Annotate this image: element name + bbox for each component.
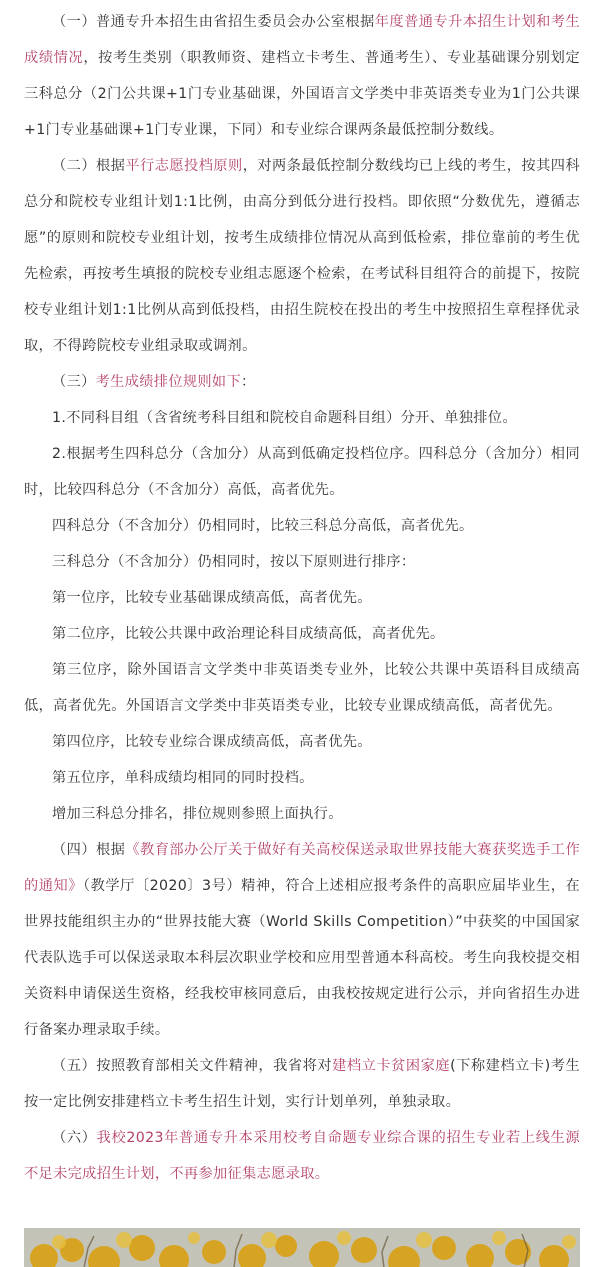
text-segment: 三科总分（不含加分）仍相同时，按以下原则进行排序：: [52, 554, 416, 570]
text-segment: 第一位序，比较专业基础课成绩高低，高者优先。: [52, 590, 372, 606]
text-segment: （二）根据: [52, 158, 126, 174]
paragraph-3: [24, 364, 580, 400]
paragraph-6: [24, 508, 580, 544]
text-segment: （教学厅〔2020〕3号）精神，符合上述相应报考条件的高职应届毕业生，在世界技能组织主办的“世界技能大赛（World Skills Competition）”中获奖的中国国家代表队选手可以保送录取本科层次职业学校和应用型普通本科高校。考生向我校提交相关资料申请保送生资格，经我校审核同意后，由我校按规定进行公示，并向省招生办进行备案办理录取手续。: [24, 878, 581, 1038]
text-segment: 增加三科总分排名，排位规则参照上面执行。: [52, 806, 343, 822]
paragraph-10: [24, 652, 580, 724]
highlight-text: 平行志愿投档原则: [125, 158, 243, 174]
paragraph-2: [24, 148, 580, 364]
highlight-text: 我校2023年普通专升本采用校考自命题专业综合课的招生专业若上线生源不足未完成招生计划，不再参加征集志愿录取。: [24, 1130, 580, 1182]
autumn-tree-image: [24, 1228, 580, 1267]
paragraph-9: [24, 616, 580, 652]
text-segment: 2.根据考生四科总分（含加分）从高到低确定投档位序。四科总分（含加分）相同时，比较四科总分（不含加分）高低，高者优先。: [24, 446, 580, 498]
text-segment: ，按考生类别（职教师资、建档立卡考生、普通考生）、专业基础课分别划定三科总分（2门公共课+1门专业基础课，外国语言文学类中非英语类专业为1门公共课+1门专业基础课+1门专业课，下同）和专业综合课两条最低控制分数线。: [24, 50, 580, 138]
text-segment: ，对两条最低控制分数线均已上线的考生，按其四科总分和院校专业组计划1:1比例，由高分到低分进行投档。即依照“分数优先，遵循志愿”的原则和院校专业组计划，按考生成绩排位情况从高到低检索，排位靠前的考生优先检索，再按考生填报的院校专业组志愿逐个检索，在考试科目组符合的前提下，按院校专业组计划1:1比例从高到低投档，由招生院校在投出的考生中按照招生章程择优录取，不得跨院校专业组录取或调剂。: [24, 158, 580, 354]
paragraph-14: [24, 832, 580, 1048]
paragraph-16: [24, 1120, 580, 1192]
paragraph-4: [24, 400, 580, 436]
text-segment: 第五位序，单科成绩均相同的同时投档。: [52, 770, 314, 786]
text-segment: (下称建档立卡)考生按一定比例安排建档立卡考生招生计划，实行计划单列，单独录取。: [24, 1058, 580, 1110]
paragraph-8: [24, 580, 580, 616]
paragraph-5: [24, 436, 580, 508]
text-segment: 第三位序，除外国语言文学类中非英语类专业外，比较公共课中英语科目成绩高低，高者优先。外国语言文学类中非英语类专业，比较专业课成绩高低，高者优先。: [24, 662, 580, 714]
text-segment: 四科总分（不含加分）仍相同时，比较三科总分高低，高者优先。: [52, 518, 474, 534]
paragraph-11: [24, 724, 580, 760]
text-segment: （五）按照教育部相关文件精神，我省将对: [52, 1058, 333, 1074]
paragraph-15: [24, 1048, 580, 1120]
paragraph-7: [24, 544, 580, 580]
highlight-link-text: 《教育部办公厅关于做好有关高校保送录取世界技能大赛获奖选手工作的通知》: [24, 842, 580, 894]
text-segment: 第二位序，比较公共课中政治理论科目成绩高低，高者优先。: [52, 626, 445, 642]
text-segment: （四）根据: [52, 842, 126, 858]
text-segment: ：: [241, 374, 256, 390]
text-segment: （六）: [52, 1130, 97, 1146]
highlight-text: 年度普通专升本招生计划和考生成绩情况: [24, 14, 580, 66]
text-segment: （一）普通专升本招生由省招生委员会办公室根据: [52, 14, 375, 30]
highlight-text: 建档立卡贫困家庭: [332, 1058, 451, 1074]
paragraph-13: [24, 796, 580, 832]
text-segment: （三）: [52, 374, 96, 390]
paragraph-12: [24, 760, 580, 796]
text-segment: 1.不同科目组（含省统考科目组和院校自命题科目组）分开、单独排位。: [52, 410, 517, 426]
campus-photo: [24, 1228, 580, 1267]
text-segment: 第四位序，比较专业综合课成绩高低，高者优先。: [52, 734, 372, 750]
article-body: [24, 0, 580, 1192]
paragraph-1: [24, 4, 580, 148]
highlight-text: 考生成绩排位规则如下: [95, 374, 242, 390]
